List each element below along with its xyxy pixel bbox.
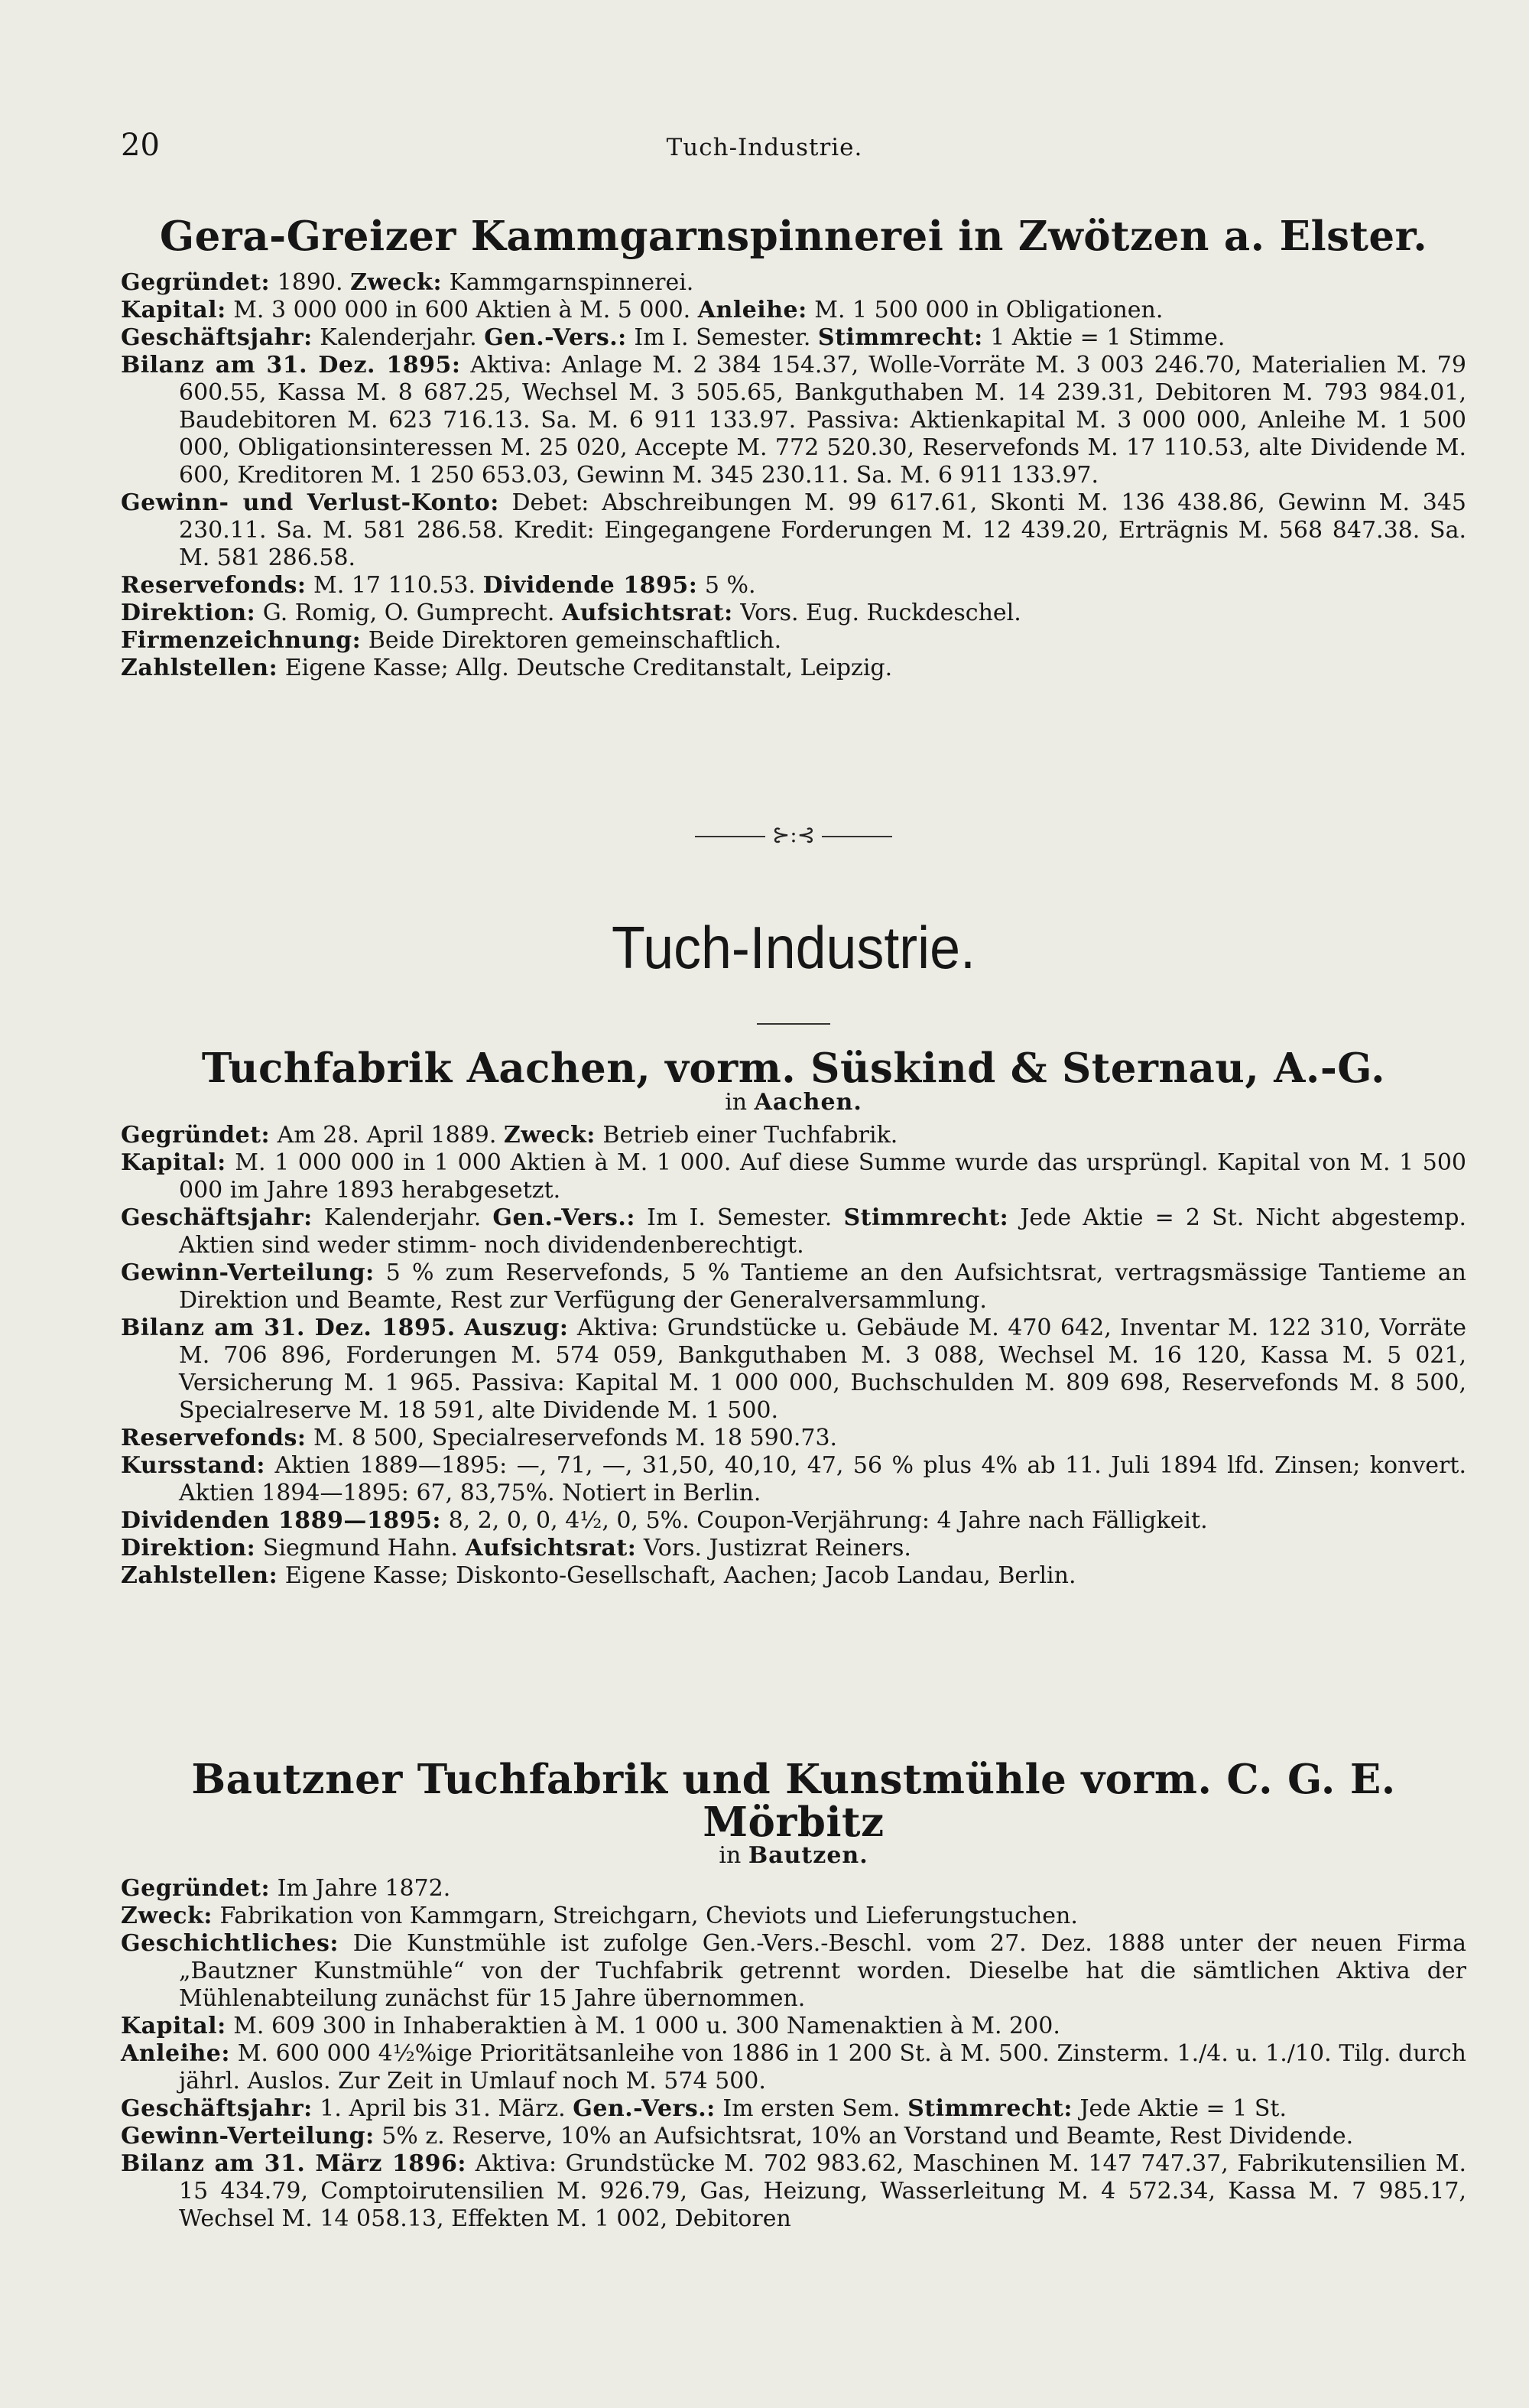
entry	[121, 2150, 1466, 2233]
entry-label: Gen.-Vers.:	[484, 323, 627, 351]
entry-text: Aktiva: Grundstücke u. Gebäude M. 470 642, Inventar M. 122 310, Vorräte M. 706 896, Forderungen M. 574 059, Bankguthaben M. 3 088, Wechsel M. 16 120, Kassa M. 5 021, Versicherung M. 1 965. Passiva: Kapital M. 1 000 000, Buchschulden M. 809 698, Reservefonds M. 8 500, Specialreserve M. 18 591, alte Dividende M. 1 500.	[179, 1314, 1466, 1424]
entry-text: M. 600 000 4½%ige Prioritätsanleihe von 1886 in 1 200 St. à M. 500. Zinsterm. 1./4. u. 1./10. Tilg. durch jährl. Auslos. Zur Zeit in Umlauf noch M. 574 500.	[179, 2040, 1466, 2095]
entry	[121, 600, 1466, 627]
entry-label: Gegründet:	[121, 1875, 271, 1903]
entry-label: Gegründet:	[121, 1121, 271, 1149]
entry-text: Eigene Kasse; Allg. Deutsche Creditanstalt, Leipzig.	[284, 654, 893, 681]
entry	[121, 2095, 1466, 2123]
entry	[121, 2013, 1466, 2040]
company-entries	[121, 269, 1466, 682]
entry-label: Geschichtliches:	[121, 1930, 339, 1958]
entry-text: Vors. Justizrat Reiners.	[643, 1534, 911, 1561]
entry-text: Im ersten Sem.	[722, 2095, 908, 2123]
entry-label: Kapital:	[121, 296, 226, 323]
entry	[121, 1903, 1466, 1930]
place-prefix: in	[719, 1842, 742, 1870]
entry	[121, 572, 1466, 600]
entry-label: Gewinn-Verteilung:	[121, 2123, 375, 2150]
entry-label: Anleihe:	[121, 2040, 230, 2068]
company-bautzner-tuchfabrik	[121, 1756, 1466, 2233]
entry-label: Bilanz am 31. Dez. 1895.	[121, 1314, 456, 1341]
entry-text: Betrieb einer Tuchfabrik.	[602, 1121, 898, 1149]
entry	[121, 655, 1466, 682]
entry-text: Vors. Eug. Ruckdeschel.	[740, 599, 1021, 626]
entry-label: Gen.-Vers.:	[573, 2095, 716, 2123]
entry-label: Firmenzeichnung:	[121, 626, 362, 654]
entry-text: Siegmund Hahn.	[262, 1534, 466, 1561]
entry	[121, 1314, 1466, 1425]
entry-text: Die Kunstmühle ist zufolge Gen.-Vers.-Beschl. vom 27. Dez. 1888 unter der neuen Firma „Bautzner Kunstmühle“ von der Tuchfabrik getrennt worden. Dieselbe hat die sämtlichen Aktiva der Mühlenabteilung zunächst für 15 Jahre übernommen.	[179, 1930, 1466, 2013]
entry-text: M. 3 000 000 in 600 Aktien à M. 5 000.	[233, 296, 698, 323]
company-place	[121, 1089, 1466, 1116]
entry-text: G. Romig, O. Gumprecht.	[262, 599, 562, 626]
company-entries	[121, 1875, 1466, 2233]
entry-label: Stimmrecht:	[817, 323, 983, 351]
entry-text: Im I. Semester.	[634, 323, 818, 351]
entry-text: Aktiva: Grundstücke M. 702 983.62, Maschinen M. 147 747.37, Fabrikutensilien M. 15 434.79, Comptoirutensilien M. 926.79, Gas, Heizung, Wasserleitung M. 4 572.34, Kassa M. 7 985.17, Wechsel M. 14 058.13, Effekten M. 1 002, Debitoren	[179, 2150, 1466, 2233]
entry-text: Am 28. April 1889.	[277, 1121, 504, 1149]
entry-text: 1 Aktie = 1 Stimme.	[990, 323, 1225, 351]
entry-text: Im I. Semester.	[647, 1204, 844, 1231]
entry-text: 5% z. Reserve, 10% an Aufsichtsrat, 10% an Vorstand und Beamte, Rest Dividende.	[381, 2123, 1354, 2150]
entry-label: Stimmrecht:	[843, 1204, 1009, 1231]
entry-label: Gewinn- und Verlust-Konto:	[121, 489, 499, 516]
entry-text: 1890.	[277, 268, 351, 296]
entry	[121, 1452, 1466, 1507]
entry-label: Kapital:	[121, 1149, 226, 1176]
entry-label: Dividende 1895:	[482, 571, 698, 599]
entry-label: Direktion:	[121, 1534, 256, 1561]
company-title: Tuchfabrik Aachen, vorm. Süskind & Sternau, A.-G.	[201, 1045, 1386, 1092]
entry	[121, 2123, 1466, 2150]
entry-label: Gewinn-Verteilung:	[121, 1259, 375, 1286]
entry	[121, 1562, 1466, 1590]
entry	[121, 352, 1466, 489]
entry-text: 8, 2, 0, 0, 4½, 0, 5%. Coupon-Verjährung: 4 Jahre nach Fälligkeit.	[448, 1506, 1208, 1534]
company-place	[121, 1842, 1466, 1869]
entry-label: Zahlstellen:	[121, 654, 278, 681]
entry-label: Auszug:	[464, 1314, 569, 1341]
entry	[121, 269, 1466, 297]
entry-label: Geschäftsjahr:	[121, 323, 313, 351]
entry-label: Geschäftsjahr:	[121, 1204, 313, 1231]
entry-text: Fabrikation von Kammgarn, Streichgarn, Cheviots und Lieferungstuchen.	[219, 1903, 1078, 1930]
ornament-line-right	[822, 836, 892, 837]
entry-label: Reservefonds:	[121, 1424, 307, 1451]
section-ornament	[121, 822, 1466, 847]
entry	[121, 1122, 1466, 1149]
entry-label: Kursstand:	[121, 1451, 265, 1479]
entry	[121, 1930, 1466, 2013]
entry-text: Debet: Abschreibungen M. 99 617.61, Skonti M. 136 438.86, Gewinn M. 345 230.11. Sa. M. 581 286.58. Kredit: Eingegangene Forderungen M. 12 439.20, Erträgnis M. 568 847.38. Sa. M. 581 286.58.	[179, 489, 1466, 571]
company-title: Bautzner Tuchfabrik und Kunstmühle vorm. C. G. E. Mörbitz	[191, 1756, 1396, 1846]
entry-text: Kalenderjahr.	[323, 1204, 493, 1231]
entry-text: Im Jahre 1872.	[277, 1875, 451, 1903]
entry-label: Bilanz am 31. Dez. 1895:	[121, 351, 461, 379]
entry-text: 5 % zum Reservefonds, 5 % Tantieme an den Aufsichtsrat, vertragsmässige Tantieme an Direktion und Beamte, Rest zur Verfügung der Generalversammlung.	[179, 1259, 1466, 1314]
entry-label: Gegründet:	[121, 268, 271, 296]
company-title: Gera-Greizer Kammgarnspinnerei in Zwötzen a. Elster.	[159, 213, 1428, 260]
entry	[121, 2040, 1466, 2095]
entry	[121, 324, 1466, 352]
entry	[121, 489, 1466, 572]
running-title: Tuch-Industrie.	[666, 134, 863, 161]
ornament-glyph: ⊱:⊰	[771, 822, 816, 847]
entry-text: Eigene Kasse; Diskonto-Gesellschaft, Aachen; Jacob Landau, Berlin.	[284, 1561, 1076, 1589]
entry-label: Zahlstellen:	[121, 1561, 278, 1589]
entry-text: Kammgarnspinnerei.	[449, 268, 694, 296]
place-name: Bautzen.	[748, 1842, 868, 1870]
place-name: Aachen.	[754, 1088, 862, 1116]
entry-label: Zweck:	[503, 1121, 596, 1149]
entry	[121, 1875, 1466, 1903]
entry-label: Dividenden 1889—1895:	[121, 1506, 442, 1534]
entry-text: Aktiva: Anlage M. 2 384 154.37, Wolle-Vorräte M. 3 003 246.70, Materialien M. 79 600.55, Kassa M. 8 687.25, Wechsel M. 3 505.65, Bankguthaben M. 14 239.31, Debitoren M. 793 984.01, Baudebitoren M. 623 716.13. Sa. M. 6 911 133.97. Passiva: Aktienkapital M. 3 000 000, Anleihe M. 1 500 000, Obligationsinteressen M. 25 020, Accepte M. 772 520.30, Reservefonds M. 17 110.53, alte Dividende M. 600, Kreditoren M. 1 250 653.03, Gewinn M. 345 230.11. Sa. M. 6 911 133.97.	[179, 351, 1466, 489]
entry-label: Gen.-Vers.:	[492, 1204, 635, 1231]
place-prefix: in	[725, 1088, 748, 1116]
entry-label: Kapital:	[121, 2013, 226, 2040]
entry-label: Anleihe:	[697, 296, 807, 323]
ornament-line-left	[695, 836, 765, 837]
page-number: 20	[121, 128, 160, 163]
entry-text: Beide Direktoren gemeinschaftlich.	[368, 626, 782, 654]
entry-text: M. 17 110.53.	[313, 571, 483, 599]
running-head	[0, 130, 1529, 176]
entry-text: M. 1 500 000 in Obligationen.	[814, 296, 1164, 323]
entry	[121, 1535, 1466, 1562]
section-title: Tuch-Industrie.	[612, 914, 976, 981]
entry	[121, 1507, 1466, 1535]
entry-text: 5 %.	[704, 571, 756, 599]
entry	[121, 1149, 1466, 1204]
entry-text: M. 1 000 000 in 1 000 Aktien à M. 1 000. Auf diese Summe wurde das ursprüngl. Kapital von M. 1 500 000 im Jahre 1893 herabgesetzt.	[179, 1149, 1466, 1204]
entry-text: Jede Aktie = 2 St. Nicht abgestemp. Aktien sind weder stimm- noch dividendenberechtigt.	[179, 1204, 1466, 1259]
entry-text: 1. April bis 31. März.	[320, 2095, 573, 2123]
entry-label: Stimmrecht:	[907, 2095, 1073, 2123]
entry-label: Geschäftsjahr:	[121, 2095, 313, 2123]
entry-label: Zweck:	[121, 1903, 213, 1930]
entry	[121, 627, 1466, 655]
entry-label: Direktion:	[121, 599, 256, 626]
entry-text: Jede Aktie = 1 St.	[1079, 2095, 1287, 2123]
entry-text: M. 609 300 in Inhaberaktien à M. 1 000 u. 300 Namenaktien à M. 200.	[233, 2013, 1060, 2040]
entry-label: Zweck:	[350, 268, 443, 296]
entry-text: M. 8 500, Specialreservefonds M. 18 590.73.	[313, 1424, 838, 1451]
entry	[121, 1425, 1466, 1452]
company-entries	[121, 1122, 1466, 1590]
entry-text: Kalenderjahr.	[320, 323, 485, 351]
entry-label: Aufsichtsrat:	[465, 1534, 637, 1561]
company-gera-greizer	[121, 213, 1466, 682]
entry	[121, 1204, 1466, 1259]
company-tuchfabrik-aachen	[121, 1045, 1466, 1590]
entry-text: Aktien 1889—1895: —, 71, —, 31,50, 40,10, 47, 56 % plus 4% ab 11. Juli 1894 lfd. Zinsen; konvert. Aktien 1894—1895: 67, 83,75%. Notiert in Berlin.	[179, 1451, 1466, 1506]
entry-label: Bilanz am 31. März 1896:	[121, 2150, 466, 2178]
entry-label: Aufsichtsrat:	[561, 599, 733, 626]
entry-label: Reservefonds:	[121, 571, 307, 599]
section-rule	[121, 1013, 1466, 1028]
entry	[121, 1259, 1466, 1314]
entry	[121, 297, 1466, 324]
